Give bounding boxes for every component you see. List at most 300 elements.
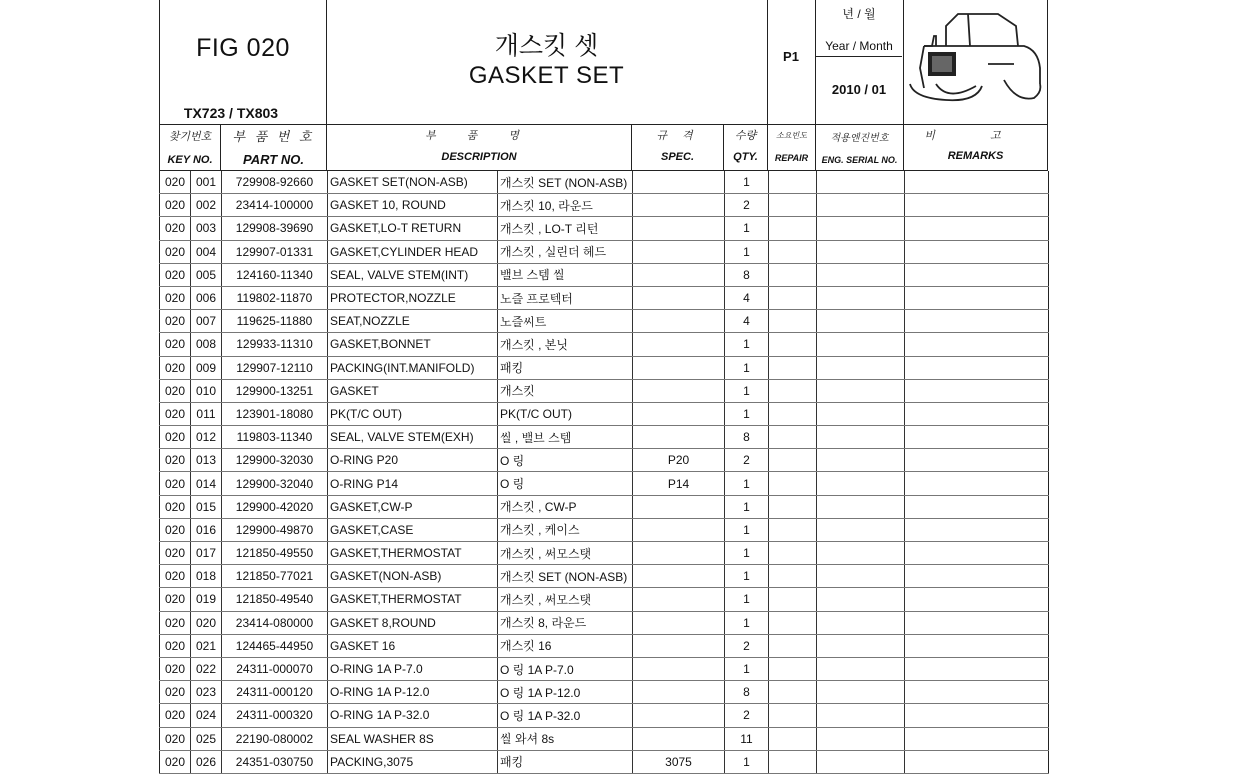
row-key-no: 007 — [191, 310, 222, 333]
row-repair — [769, 402, 817, 425]
row-key-no: 006 — [191, 286, 222, 309]
parts-table — [159, 171, 1049, 774]
row-part-no: 24311-000120 — [222, 681, 328, 704]
row-fig-no: 020 — [160, 217, 191, 240]
row-key-no: 010 — [191, 379, 222, 402]
row-description-en: PK(T/C OUT) — [328, 402, 498, 425]
row-fig-no: 020 — [160, 240, 191, 263]
row-description-en: GASKET,BONNET — [328, 333, 498, 356]
row-description-ko: 패킹 — [498, 356, 633, 379]
row-qty: 1 — [725, 565, 769, 588]
row-description-en: SEAL WASHER 8S — [328, 727, 498, 750]
row-fig-no: 020 — [160, 657, 191, 680]
row-repair — [769, 379, 817, 402]
row-description-ko: 개스킷 SET (NON-ASB) — [498, 565, 633, 588]
row-repair — [769, 217, 817, 240]
table-row — [160, 611, 1049, 634]
row-part-no: 23414-100000 — [222, 194, 328, 217]
col-key — [159, 125, 221, 171]
row-remarks — [905, 449, 1049, 472]
table-row — [160, 310, 1049, 333]
row-qty: 8 — [725, 263, 769, 286]
row-description-ko: O 링 — [498, 472, 633, 495]
row-qty: 1 — [725, 356, 769, 379]
row-description-en: SEAL, VALVE STEM(INT) — [328, 263, 498, 286]
col-key-en: KEY NO. — [167, 154, 213, 166]
row-remarks — [905, 634, 1049, 657]
row-qty: 8 — [725, 426, 769, 449]
row-fig-no: 020 — [160, 727, 191, 750]
row-qty: 1 — [725, 333, 769, 356]
row-repair — [769, 426, 817, 449]
row-description-en: GASKET,THERMOSTAT — [328, 588, 498, 611]
col-spec — [632, 125, 724, 171]
col-qty — [724, 125, 768, 171]
row-qty: 1 — [725, 611, 769, 634]
row-description-en: GASKET 8,ROUND — [328, 611, 498, 634]
row-spec — [633, 379, 725, 402]
row-engine-serial — [817, 449, 905, 472]
row-repair — [769, 727, 817, 750]
row-fig-no: 020 — [160, 310, 191, 333]
row-repair — [769, 681, 817, 704]
row-repair — [769, 542, 817, 565]
col-key-ko: 찾기번호 — [168, 131, 212, 143]
row-spec — [633, 333, 725, 356]
row-description-en: PACKING(INT.MANIFOLD) — [328, 356, 498, 379]
row-spec — [633, 518, 725, 541]
col-repair-en: REPAIR — [774, 153, 809, 163]
table-row — [160, 588, 1049, 611]
row-engine-serial — [817, 402, 905, 425]
table-row — [160, 657, 1049, 680]
row-description-ko: PK(T/C OUT) — [498, 402, 633, 425]
row-fig-no: 020 — [160, 263, 191, 286]
row-fig-no: 020 — [160, 356, 191, 379]
table-row — [160, 402, 1049, 425]
row-engine-serial — [817, 356, 905, 379]
row-repair — [769, 634, 817, 657]
model-label: TX723 / TX803 — [183, 105, 279, 121]
date-box — [816, 0, 904, 125]
row-key-no: 005 — [191, 263, 222, 286]
row-fig-no: 020 — [160, 495, 191, 518]
row-description-en: PACKING,3075 — [328, 750, 498, 773]
row-remarks — [905, 263, 1049, 286]
row-repair — [769, 588, 817, 611]
row-remarks — [905, 379, 1049, 402]
row-spec: P14 — [633, 472, 725, 495]
row-spec: P20 — [633, 449, 725, 472]
title-box — [327, 0, 768, 125]
row-description-ko: 개스킷 , 실린더 헤드 — [498, 240, 633, 263]
row-description-en: GASKET 16 — [328, 634, 498, 657]
row-qty: 1 — [725, 217, 769, 240]
row-description-ko: 노즐씨트 — [498, 310, 633, 333]
row-part-no: 129900-32040 — [222, 472, 328, 495]
table-row — [160, 263, 1049, 286]
row-remarks — [905, 333, 1049, 356]
row-remarks — [905, 217, 1049, 240]
row-fig-no: 020 — [160, 286, 191, 309]
table-row — [160, 240, 1049, 263]
table-row — [160, 217, 1049, 240]
row-engine-serial — [817, 310, 905, 333]
row-description-en: O-RING 1A P-12.0 — [328, 681, 498, 704]
table-row — [160, 542, 1049, 565]
row-spec — [633, 286, 725, 309]
row-part-no: 24311-000320 — [222, 704, 328, 727]
row-spec — [633, 634, 725, 657]
row-part-no: 124160-11340 — [222, 263, 328, 286]
row-remarks — [905, 750, 1049, 773]
revision-date: 2010 / 01 — [831, 82, 887, 97]
row-fig-no: 020 — [160, 333, 191, 356]
row-description-ko: O 링 1A P-12.0 — [498, 681, 633, 704]
row-repair — [769, 263, 817, 286]
row-description-en: GASKET(NON-ASB) — [328, 565, 498, 588]
row-remarks — [905, 565, 1049, 588]
col-qty-ko: 수량 — [734, 130, 757, 142]
row-qty: 2 — [725, 634, 769, 657]
row-spec — [633, 681, 725, 704]
row-fig-no: 020 — [160, 472, 191, 495]
col-repair-ko: 소요빈도 — [776, 131, 807, 140]
row-repair — [769, 286, 817, 309]
row-description-ko: 개스킷 , 써모스탯 — [498, 542, 633, 565]
row-spec — [633, 495, 725, 518]
row-description-ko: O 링 1A P-7.0 — [498, 657, 633, 680]
row-remarks — [905, 588, 1049, 611]
table-row — [160, 681, 1049, 704]
row-repair — [769, 565, 817, 588]
row-engine-serial — [817, 565, 905, 588]
col-repair — [768, 125, 816, 171]
col-part-en: PART NO. — [243, 152, 304, 167]
row-engine-serial — [817, 542, 905, 565]
row-remarks — [905, 240, 1049, 263]
row-qty: 1 — [725, 472, 769, 495]
row-part-no: 24351-030750 — [222, 750, 328, 773]
row-qty: 4 — [725, 310, 769, 333]
row-engine-serial — [817, 681, 905, 704]
row-spec — [633, 588, 725, 611]
row-part-no: 119803-11340 — [222, 426, 328, 449]
row-qty: 1 — [725, 379, 769, 402]
row-repair — [769, 495, 817, 518]
row-description-ko: 패킹 — [498, 750, 633, 773]
row-description-ko: 개스킷 8, 라운드 — [498, 611, 633, 634]
row-fig-no: 020 — [160, 750, 191, 773]
row-description-en: SEAT,NOZZLE — [328, 310, 498, 333]
row-engine-serial — [817, 611, 905, 634]
row-description-ko: 개스킷 SET (NON-ASB) — [498, 171, 633, 194]
row-engine-serial — [817, 657, 905, 680]
row-description-ko: 개스킷 10, 라운드 — [498, 194, 633, 217]
row-repair — [769, 472, 817, 495]
row-key-no: 011 — [191, 402, 222, 425]
row-spec — [633, 657, 725, 680]
row-remarks — [905, 611, 1049, 634]
row-part-no: 129908-39690 — [222, 217, 328, 240]
row-description-ko: 개스킷 , 써모스탯 — [498, 588, 633, 611]
row-key-no: 009 — [191, 356, 222, 379]
row-description-en: O-RING 1A P-7.0 — [328, 657, 498, 680]
row-description-ko: 개스킷 , 본닛 — [498, 333, 633, 356]
table-row — [160, 379, 1049, 402]
row-spec — [633, 611, 725, 634]
row-description-ko: 노즐 프로텍터 — [498, 286, 633, 309]
row-description-en: PROTECTOR,NOZZLE — [328, 286, 498, 309]
row-description-en: GASKET,CYLINDER HEAD — [328, 240, 498, 263]
row-fig-no: 020 — [160, 634, 191, 657]
row-engine-serial — [817, 518, 905, 541]
row-engine-serial — [817, 588, 905, 611]
row-description-ko: O 링 — [498, 449, 633, 472]
row-engine-serial — [817, 333, 905, 356]
row-key-no: 025 — [191, 727, 222, 750]
row-repair — [769, 611, 817, 634]
table-row — [160, 194, 1049, 217]
row-repair — [769, 333, 817, 356]
row-repair — [769, 518, 817, 541]
row-key-no: 004 — [191, 240, 222, 263]
row-key-no: 013 — [191, 449, 222, 472]
row-engine-serial — [817, 194, 905, 217]
row-description-ko: 개스킷 , LO-T 리턴 — [498, 217, 633, 240]
row-fig-no: 020 — [160, 518, 191, 541]
table-row — [160, 518, 1049, 541]
row-qty: 1 — [725, 657, 769, 680]
row-engine-serial — [817, 217, 905, 240]
row-repair — [769, 704, 817, 727]
row-description-ko: 개스킷 — [498, 379, 633, 402]
row-key-no: 022 — [191, 657, 222, 680]
row-key-no: 002 — [191, 194, 222, 217]
title-korean: 개스킷 셋 — [494, 32, 599, 60]
row-key-no: 019 — [191, 588, 222, 611]
row-description-en: SEAL, VALVE STEM(EXH) — [328, 426, 498, 449]
row-remarks — [905, 286, 1049, 309]
row-key-no: 021 — [191, 634, 222, 657]
col-remarks — [904, 125, 1048, 171]
tractor-icon — [906, 6, 1046, 116]
row-fig-no: 020 — [160, 681, 191, 704]
col-engine-serial — [816, 125, 904, 171]
catalog-header — [159, 0, 1048, 125]
row-fig-no: 020 — [160, 379, 191, 402]
row-spec — [633, 240, 725, 263]
row-qty: 1 — [725, 402, 769, 425]
table-row — [160, 426, 1049, 449]
row-qty: 8 — [725, 681, 769, 704]
col-description — [327, 125, 632, 171]
row-description-en: GASKET,CW-P — [328, 495, 498, 518]
row-repair — [769, 657, 817, 680]
row-qty: 4 — [725, 286, 769, 309]
row-part-no: 23414-080000 — [222, 611, 328, 634]
row-engine-serial — [817, 634, 905, 657]
row-part-no: 123901-18080 — [222, 402, 328, 425]
parts-table-body — [160, 171, 1049, 773]
table-row — [160, 171, 1049, 194]
row-key-no: 017 — [191, 542, 222, 565]
row-part-no: 129900-13251 — [222, 379, 328, 402]
date-divider — [816, 56, 902, 57]
row-fig-no: 020 — [160, 611, 191, 634]
row-repair — [769, 310, 817, 333]
row-repair — [769, 356, 817, 379]
row-key-no: 024 — [191, 704, 222, 727]
row-engine-serial — [817, 263, 905, 286]
col-eng-ko: 적용엔진번호 — [830, 133, 889, 144]
row-key-no: 020 — [191, 611, 222, 634]
col-remarks-en: REMARKS — [947, 150, 1004, 162]
row-fig-no: 020 — [160, 194, 191, 217]
row-description-en: O-RING P14 — [328, 472, 498, 495]
row-key-no: 023 — [191, 681, 222, 704]
parts-catalog-sheet — [159, 0, 1048, 770]
col-spec-en: SPEC. — [660, 151, 694, 163]
table-row — [160, 565, 1049, 588]
row-spec — [633, 565, 725, 588]
row-qty: 1 — [725, 518, 769, 541]
col-eng-en: ENG. SERIAL NO. — [821, 155, 898, 165]
row-qty: 11 — [725, 727, 769, 750]
row-remarks — [905, 727, 1049, 750]
row-part-no: 121850-77021 — [222, 565, 328, 588]
row-part-no: 124465-44950 — [222, 634, 328, 657]
row-remarks — [905, 194, 1049, 217]
table-row — [160, 286, 1049, 309]
row-description-ko: 개스킷 , CW-P — [498, 495, 633, 518]
row-key-no: 012 — [191, 426, 222, 449]
row-description-ko: 개스킷 16 — [498, 634, 633, 657]
row-qty: 1 — [725, 542, 769, 565]
row-part-no: 119802-11870 — [222, 286, 328, 309]
row-qty: 2 — [725, 704, 769, 727]
table-row — [160, 634, 1049, 657]
row-fig-no: 020 — [160, 588, 191, 611]
row-description-en: GASKET,LO-T RETURN — [328, 217, 498, 240]
row-key-no: 018 — [191, 565, 222, 588]
row-description-ko: 씰 , 밸브 스템 — [498, 426, 633, 449]
row-engine-serial — [817, 379, 905, 402]
row-repair — [769, 449, 817, 472]
row-description-en: GASKET,THERMOSTAT — [328, 542, 498, 565]
row-remarks — [905, 310, 1049, 333]
row-spec — [633, 727, 725, 750]
row-key-no: 015 — [191, 495, 222, 518]
row-qty: 1 — [725, 495, 769, 518]
year-month-korean: 년 / 월 — [842, 7, 876, 21]
col-spec-ko: 규 격 — [656, 130, 699, 142]
table-row — [160, 472, 1049, 495]
table-row — [160, 704, 1049, 727]
row-spec — [633, 263, 725, 286]
row-description-en: O-RING 1A P-32.0 — [328, 704, 498, 727]
title-english: GASKET SET — [468, 62, 625, 89]
row-key-no: 026 — [191, 750, 222, 773]
row-qty: 1 — [725, 750, 769, 773]
col-part — [221, 125, 327, 171]
row-qty: 2 — [725, 449, 769, 472]
row-repair — [769, 750, 817, 773]
row-remarks — [905, 171, 1049, 194]
row-description-en: GASKET 10, ROUND — [328, 194, 498, 217]
row-part-no: 22190-080002 — [222, 727, 328, 750]
row-engine-serial — [817, 495, 905, 518]
row-fig-no: 020 — [160, 426, 191, 449]
row-description-en: GASKET — [328, 379, 498, 402]
row-spec — [633, 194, 725, 217]
row-engine-serial — [817, 171, 905, 194]
col-part-ko: 부 품 번 호 — [232, 129, 315, 144]
col-qty-en: QTY. — [733, 151, 758, 163]
row-key-no: 001 — [191, 171, 222, 194]
row-description-en: O-RING P20 — [328, 449, 498, 472]
row-part-no: 129900-32030 — [222, 449, 328, 472]
row-part-no: 129907-12110 — [222, 356, 328, 379]
row-fig-no: 020 — [160, 449, 191, 472]
figure-number: FIG 020 — [196, 34, 290, 62]
row-qty: 1 — [725, 240, 769, 263]
row-part-no: 121850-49540 — [222, 588, 328, 611]
row-spec — [633, 704, 725, 727]
year-month-label: Year / Month — [825, 39, 893, 53]
row-remarks — [905, 426, 1049, 449]
row-remarks — [905, 518, 1049, 541]
row-spec — [633, 171, 725, 194]
illustration-box — [904, 0, 1048, 125]
table-row — [160, 727, 1049, 750]
page-box — [768, 0, 816, 125]
table-row — [160, 356, 1049, 379]
row-part-no: 729908-92660 — [222, 171, 328, 194]
row-spec — [633, 356, 725, 379]
page-number: P1 — [783, 49, 799, 64]
row-key-no: 016 — [191, 518, 222, 541]
table-row — [160, 333, 1049, 356]
row-fig-no: 020 — [160, 704, 191, 727]
row-description-ko: 개스킷 , 케이스 — [498, 518, 633, 541]
row-part-no: 121850-49550 — [222, 542, 328, 565]
row-remarks — [905, 472, 1049, 495]
row-part-no: 129900-49870 — [222, 518, 328, 541]
row-description-en: GASKET SET(NON-ASB) — [328, 171, 498, 194]
row-key-no: 014 — [191, 472, 222, 495]
row-part-no: 129900-42020 — [222, 495, 328, 518]
row-spec — [633, 426, 725, 449]
row-part-no: 129907-01331 — [222, 240, 328, 263]
row-key-no: 008 — [191, 333, 222, 356]
row-part-no: 129933-11310 — [222, 333, 328, 356]
row-qty: 1 — [725, 588, 769, 611]
row-description-ko: 밸브 스템 씰 — [498, 263, 633, 286]
row-remarks — [905, 495, 1049, 518]
row-engine-serial — [817, 727, 905, 750]
row-engine-serial — [817, 426, 905, 449]
row-fig-no: 020 — [160, 402, 191, 425]
column-headers — [159, 125, 1048, 170]
row-spec — [633, 217, 725, 240]
row-fig-no: 020 — [160, 171, 191, 194]
row-remarks — [905, 657, 1049, 680]
row-remarks — [905, 681, 1049, 704]
col-remarks-ko: 비 고 — [924, 130, 1027, 142]
table-row — [160, 750, 1049, 773]
figure-box — [159, 0, 327, 125]
